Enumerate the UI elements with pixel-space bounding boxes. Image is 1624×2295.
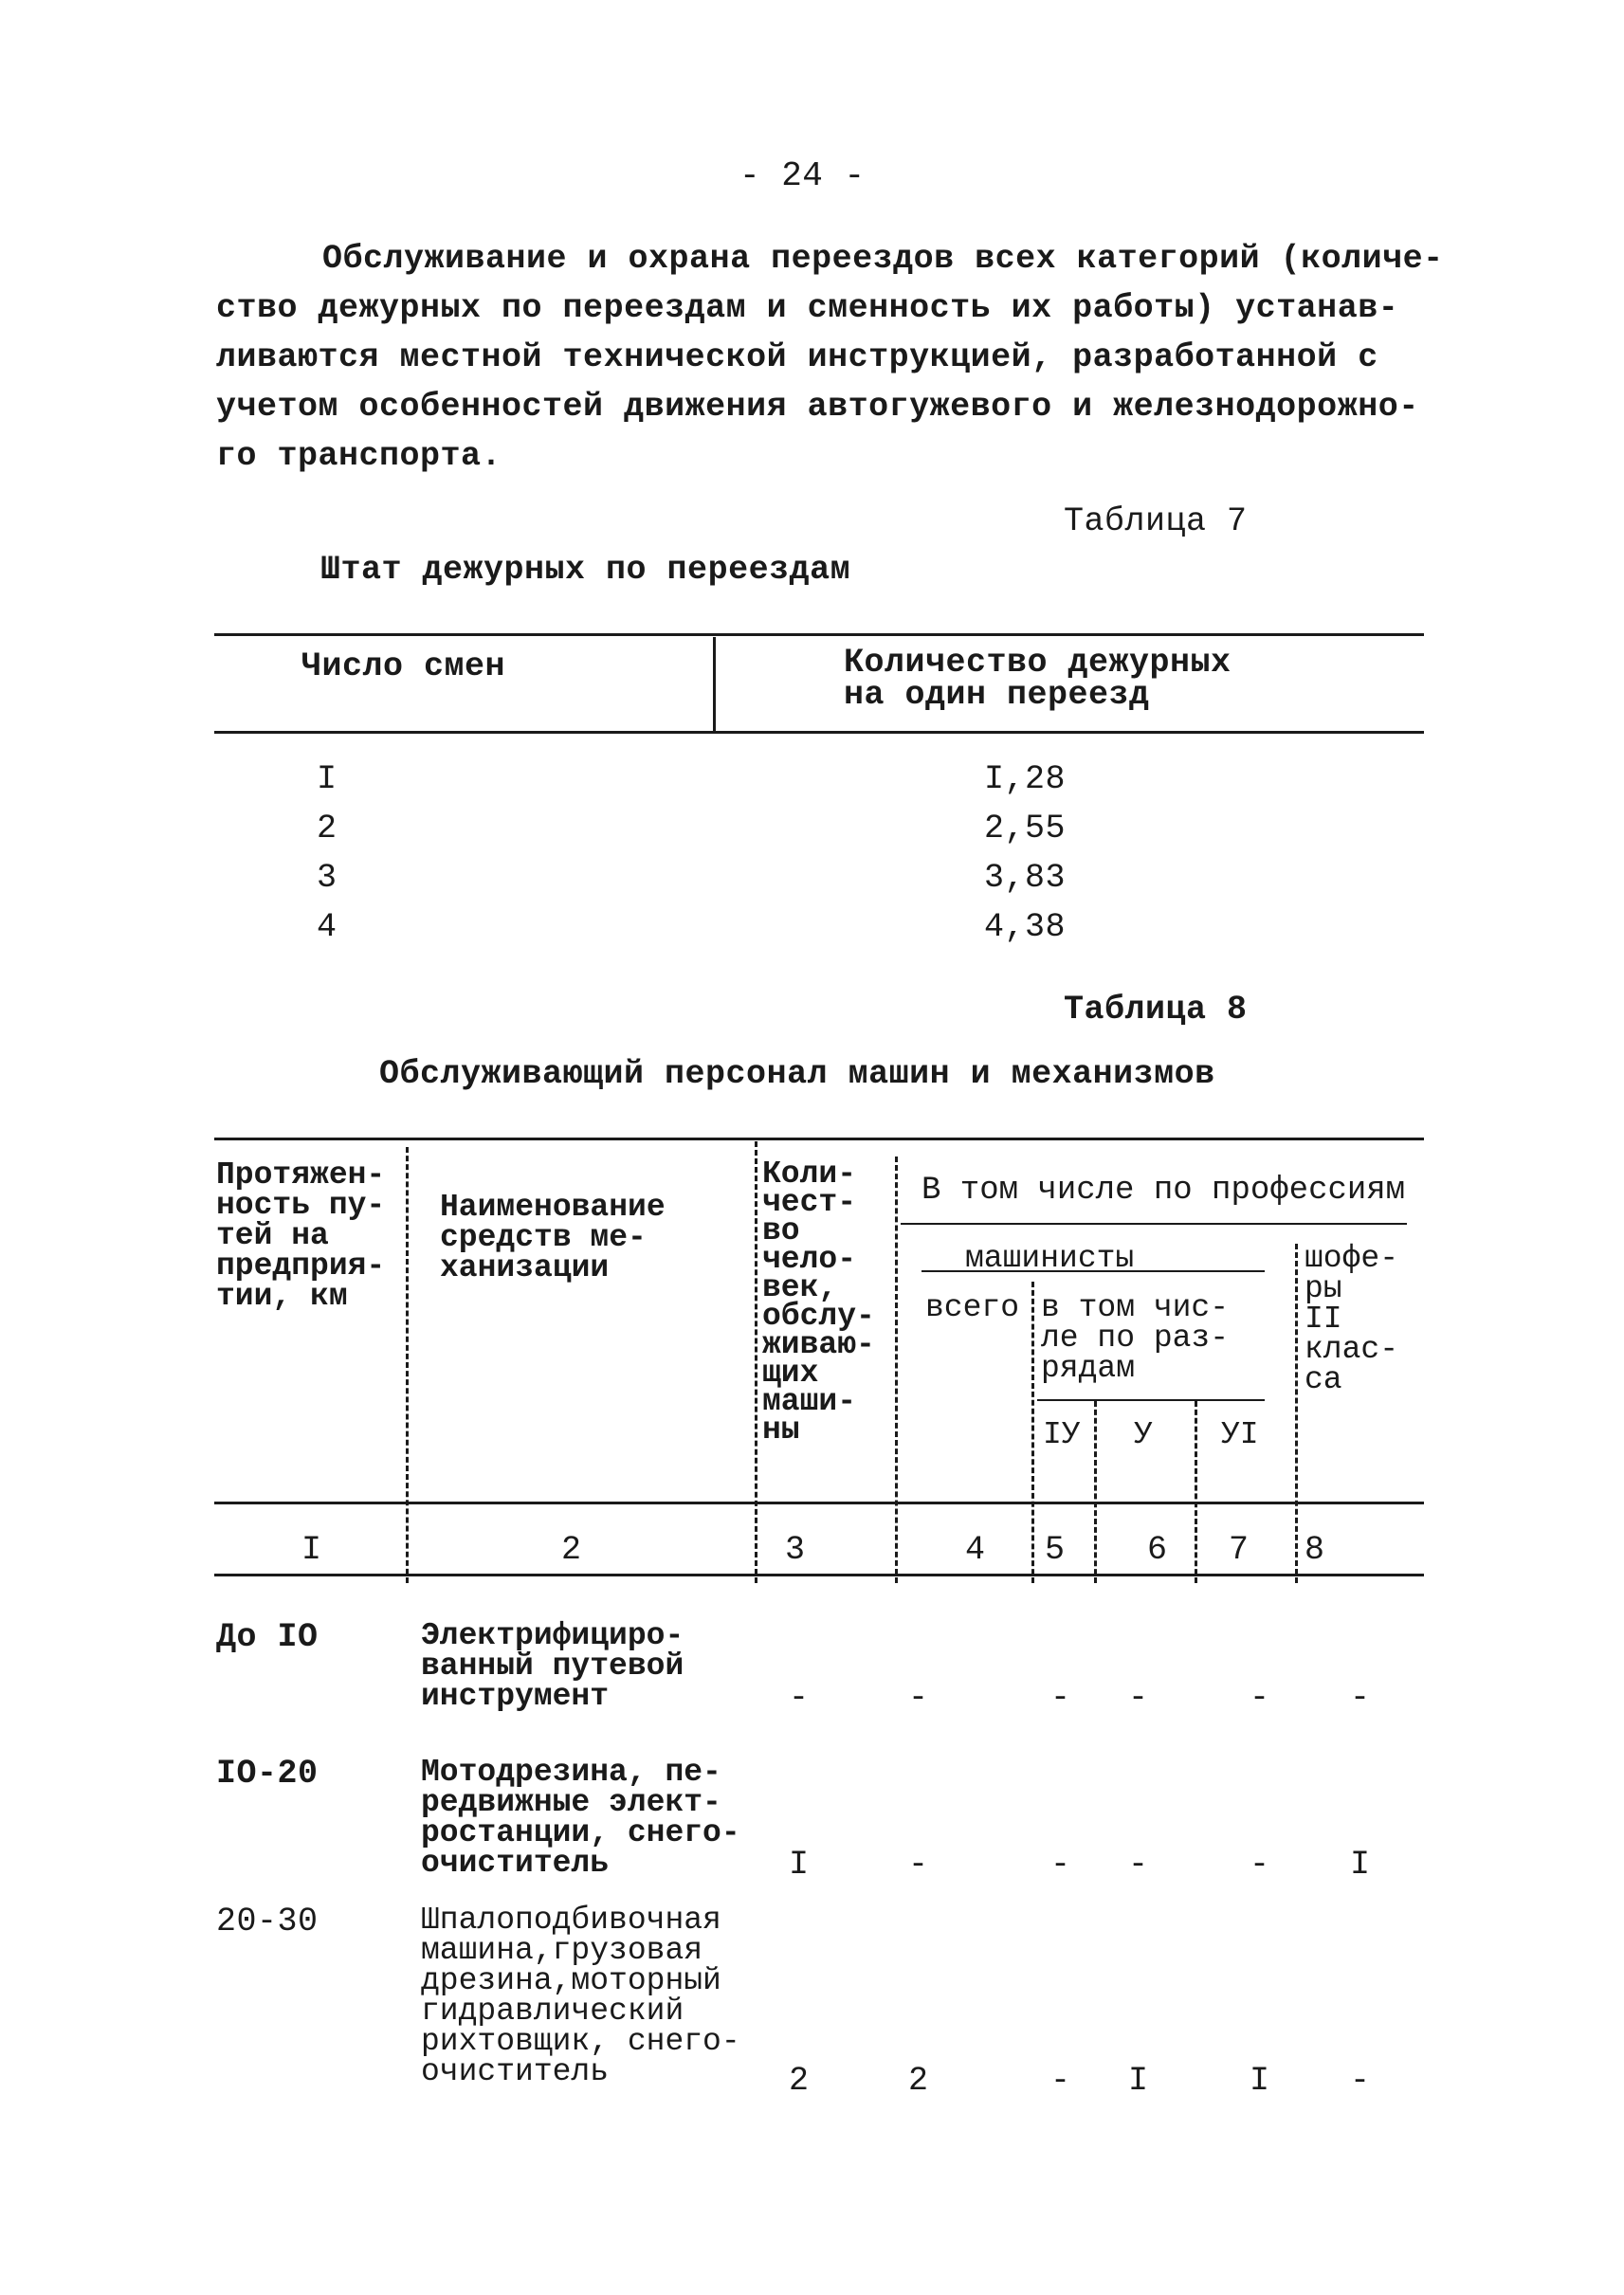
table8-header-rule (214, 1502, 1424, 1504)
table8-header-grade-4: IУ (1043, 1417, 1081, 1452)
table8-cell-value: I (1250, 2062, 1270, 2100)
table8-cell-name: Шпалоподбивочная машина,грузовая дрезина,моторный гидравлический рихтовщик, снего- очиститель (421, 1903, 740, 2089)
table7-header-count: Количество дежурных на один переезд (844, 644, 1232, 714)
intro-line: учетом особенностей движения автогужевого и железнодорожно- (216, 388, 1419, 426)
table7-cell-shifts: 3 (317, 859, 338, 897)
table8-header-name: Наименование средств ме- ханизации (440, 1190, 666, 1285)
table8-header-length: Протяжен- ность пу- тей на предприя- тии, км (216, 1157, 386, 1314)
table8-cell-value: 2 (908, 2062, 929, 2100)
page-number: - 24 - (739, 156, 866, 195)
table8-divider-2 (755, 1141, 757, 1583)
table8-colnum-rule (214, 1574, 1424, 1576)
table8-header-drivers: шофе- ры II клас- са (1305, 1241, 1399, 1397)
table8-cell-value: - (1128, 1679, 1149, 1717)
table7-cell-shifts: 4 (317, 908, 338, 946)
table7-top-rule (214, 633, 1424, 636)
table7-header-rule (214, 731, 1424, 734)
table7-cell-shifts: 2 (317, 810, 338, 847)
table8-header-grade-6: УI (1221, 1417, 1259, 1452)
table8-cell-length: IO-20 (216, 1755, 319, 1793)
table7-col-divider (713, 637, 716, 732)
intro-line: ство дежурных по переездам и сменность их работы) устанав- (216, 289, 1399, 327)
table8-cell-value: - (789, 1679, 810, 1717)
table7-cell-shifts: I (317, 760, 338, 798)
table7-cell-count: I,28 (984, 760, 1067, 798)
table8-colnum: 7 (1229, 1531, 1250, 1569)
table7-cell-count: 3,83 (984, 859, 1067, 897)
table7-label: Таблица 7 (1064, 502, 1248, 540)
table8-cell-value: I (789, 1846, 810, 1884)
table8-cell-name: Мотодрезина, пе- редвижные элект- ростанции, снего- очиститель (421, 1755, 740, 1881)
table8-header-grade-5: У (1134, 1417, 1153, 1452)
table8-divider-3 (895, 1157, 898, 1583)
table8-divider-5 (1094, 1401, 1097, 1583)
table7-title: Штат дежурных по переездам (320, 551, 851, 589)
table8-header-total: всего (925, 1290, 1020, 1325)
table8-colnum: 3 (785, 1531, 806, 1569)
table8-grade-rule (1037, 1399, 1265, 1401)
table8-cell-value: - (1050, 1679, 1071, 1717)
table8-divider-7 (1295, 1244, 1298, 1583)
table8-cell-value: - (908, 1846, 929, 1884)
table8-colnum: 2 (561, 1531, 582, 1569)
table8-title: Обслуживающий персонал машин и механизмов (379, 1055, 1215, 1093)
table8-cell-name: Электрифициро- ванный путевой инструмент (421, 1618, 684, 1714)
table8-colnum: 5 (1045, 1531, 1066, 1569)
table8-top-rule (214, 1138, 1424, 1140)
table8-divider-1 (406, 1147, 409, 1583)
table8-cell-value: 2 (789, 2062, 810, 2100)
table8-cell-value: - (1350, 1679, 1371, 1717)
table8-cell-value: - (1050, 1846, 1071, 1884)
table8-profession-rule (901, 1223, 1407, 1225)
table8-cell-value: - (1250, 1846, 1270, 1884)
table7-cell-count: 4,38 (984, 908, 1067, 946)
intro-line: Обслуживание и охрана переездов всех категорий (количе- (322, 240, 1444, 278)
intro-line: ливаются местной технической инструкцией, разработанной с (216, 338, 1378, 376)
table8-header-machinists: машинисты (965, 1241, 1135, 1276)
table8-colnum: 4 (965, 1531, 986, 1569)
table8-cell-value: - (1128, 1846, 1149, 1884)
table8-header-by-grade: в том чис- ле по раз- рядам (1041, 1290, 1230, 1386)
table8-divider-6 (1195, 1401, 1197, 1583)
table8-header-persons: Коли- чест- во чело- век, обслу- живаю- щих маши- ны (762, 1157, 875, 1448)
table8-colnum: 6 (1147, 1531, 1168, 1569)
table8-divider-4 (1031, 1282, 1034, 1583)
table8-cell-value: I (1128, 2062, 1149, 2100)
table8-cell-value: - (1250, 1679, 1270, 1717)
table8-colnum: I (301, 1531, 322, 1569)
table8-header-by-profession: В том числе по профессиям (921, 1173, 1406, 1209)
table7-cell-count: 2,55 (984, 810, 1067, 847)
intro-line: го транспорта. (216, 437, 502, 475)
table8-cell-value: - (908, 1679, 929, 1717)
table7-header-shifts: Число смен (301, 647, 506, 685)
table8-label: Таблица 8 (1064, 991, 1248, 1029)
table8-cell-value: - (1350, 2062, 1371, 2100)
table8-cell-value: I (1350, 1846, 1371, 1884)
table8-cell-value: - (1050, 2062, 1071, 2100)
table8-colnum: 8 (1305, 1531, 1325, 1569)
table8-cell-length: До IO (216, 1618, 319, 1656)
table8-cell-length: 20-30 (216, 1903, 319, 1940)
